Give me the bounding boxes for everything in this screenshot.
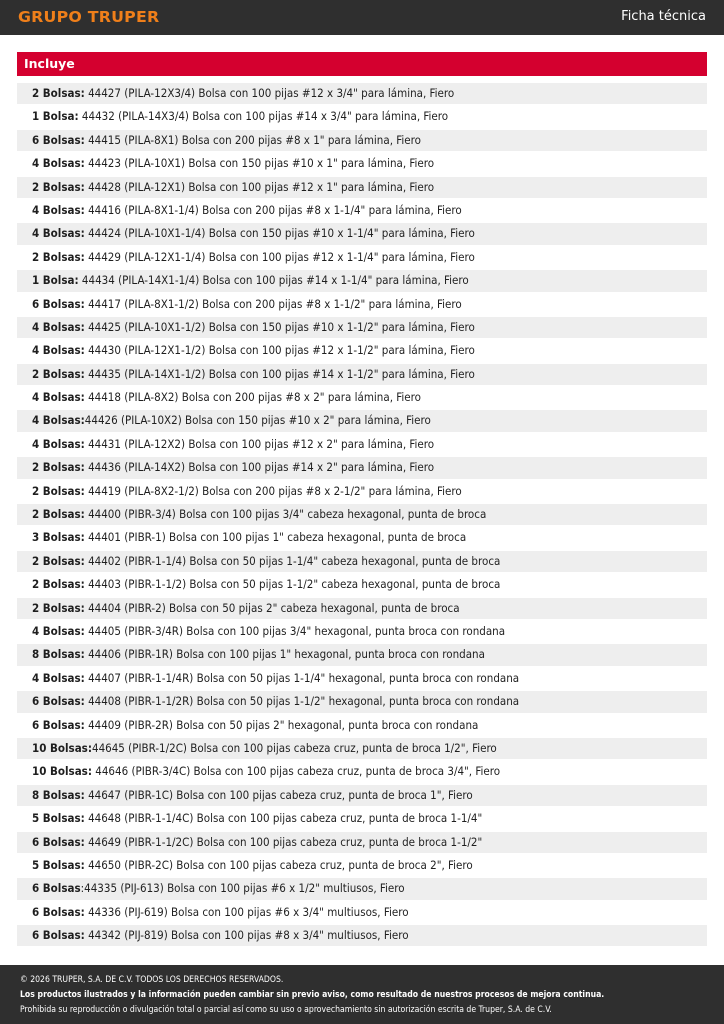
list-item bbox=[17, 364, 707, 385]
list-item bbox=[17, 457, 707, 478]
item-description: 44409 (PIBR-2R) Bolsa con 50 pijas 2" hexagonal, punta broca con rondana bbox=[84, 717, 479, 732]
list-item bbox=[17, 598, 707, 619]
list-item bbox=[17, 761, 707, 782]
list-item bbox=[17, 574, 707, 595]
item-quantity: 4 Bolsas: bbox=[32, 156, 85, 171]
item-quantity: 6 Bolsas: bbox=[32, 694, 85, 709]
list-item bbox=[17, 785, 707, 806]
item-description: 44649 (PIBR-1-1/2C) Bolsa con 100 pijas cabeza cruz, punta de broca 1-1/2" bbox=[84, 834, 483, 849]
item-quantity: 6 Bolsas: bbox=[32, 928, 85, 943]
list-item bbox=[17, 481, 707, 502]
list-item bbox=[17, 247, 707, 268]
item-quantity: 6 Bolsas: bbox=[32, 834, 85, 849]
item-quantity: 8 Bolsas: bbox=[32, 787, 85, 802]
list-item bbox=[17, 527, 707, 548]
item-description: 44430 (PILA-12X1-1/2) Bolsa con 100 pijas #12 x 1-1/2" para lámina, Fiero bbox=[84, 343, 475, 358]
includes-list bbox=[17, 83, 707, 948]
item-quantity: 6 Bolsas: bbox=[32, 296, 85, 311]
item-quantity: 4 Bolsas: bbox=[32, 202, 85, 217]
list-item bbox=[17, 832, 707, 853]
item-description: 44426 (PILA-10X2) Bolsa con 150 pijas #10 x 2" para lámina, Fiero bbox=[84, 413, 431, 428]
list-item bbox=[17, 738, 707, 759]
list-item bbox=[17, 621, 707, 642]
item-description: 44432 (PILA-14X3/4) Bolsa con 100 pijas #14 x 3/4" para lámina, Fiero bbox=[78, 109, 449, 124]
brand-logo: GRUPO TRUPER bbox=[18, 8, 160, 26]
list-item bbox=[17, 715, 707, 736]
item-description: 44647 (PIBR-1C) Bolsa con 100 pijas cabeza cruz, punta de broca 1", Fiero bbox=[84, 787, 473, 802]
item-description: :44335 (PIJ-613) Bolsa con 100 pijas #6 x 1/2" multiusos, Fiero bbox=[80, 881, 405, 896]
item-description: 44401 (PIBR-1) Bolsa con 100 pijas 1" cabeza hexagonal, punta de broca bbox=[84, 530, 467, 545]
list-item bbox=[17, 855, 707, 876]
item-description: 44646 (PIBR-3/4C) Bolsa con 100 pijas cabeza cruz, punta de broca 3/4", Fiero bbox=[91, 764, 501, 779]
item-quantity: 4 Bolsas: bbox=[32, 390, 85, 405]
item-description: 44427 (PILA-12X3/4) Bolsa con 100 pijas #12 x 3/4" para lámina, Fiero bbox=[84, 86, 455, 100]
item-description: 44425 (PILA-10X1-1/2) Bolsa con 150 pijas #10 x 1-1/2" para lámina, Fiero bbox=[84, 319, 475, 334]
item-quantity: 2 Bolsas: bbox=[32, 86, 85, 100]
item-quantity: 6 Bolsas: bbox=[32, 904, 85, 919]
item-description: 44402 (PIBR-1-1/4) Bolsa con 50 pijas 1-1/4" cabeza hexagonal, punta de broca bbox=[84, 553, 501, 568]
item-description: 44429 (PILA-12X1-1/4) Bolsa con 100 pijas #12 x 1-1/4" para lámina, Fiero bbox=[84, 249, 475, 264]
item-description: 44650 (PIBR-2C) Bolsa con 100 pijas cabeza cruz, punta de broca 2", Fiero bbox=[84, 857, 473, 872]
section-header-includes bbox=[17, 52, 707, 76]
item-quantity: 4 Bolsas: bbox=[32, 319, 85, 334]
item-quantity: 2 Bolsas: bbox=[32, 507, 85, 522]
item-quantity: 6 Bolsas: bbox=[32, 717, 85, 732]
top-bar bbox=[0, 0, 724, 35]
item-quantity: 2 Bolsas: bbox=[32, 577, 85, 592]
item-quantity: 8 Bolsas: bbox=[32, 647, 85, 662]
footer-notice: Los productos ilustrados y la información pueden cambiar sin previo aviso, como resultado de nuestros procesos de mejora continua. bbox=[20, 990, 605, 1000]
item-description: 44417 (PILA-8X1-1/2) Bolsa con 200 pijas #8 x 1-1/2" para lámina, Fiero bbox=[84, 296, 462, 311]
item-description: 44406 (PIBR-1R) Bolsa con 100 pijas 1" hexagonal, punta broca con rondana bbox=[84, 647, 485, 662]
section-title: Incluye bbox=[24, 56, 75, 71]
item-description: 44424 (PILA-10X1-1/4) Bolsa con 150 pijas #10 x 1-1/4" para lámina, Fiero bbox=[84, 226, 475, 241]
item-description: 44428 (PILA-12X1) Bolsa con 100 pijas #12 x 1" para lámina, Fiero bbox=[84, 179, 435, 194]
list-item bbox=[17, 925, 707, 946]
item-quantity: 1 Bolsa: bbox=[32, 273, 79, 288]
item-quantity: 4 Bolsas: bbox=[32, 226, 85, 241]
footer-copyright: © 2026 TRUPER, S.A. DE C.V. TODOS LOS DERECHOS RESERVADOS. bbox=[20, 975, 284, 985]
item-description: 44342 (PIJ-819) Bolsa con 100 pijas #8 x 3/4" multiusos, Fiero bbox=[84, 928, 409, 943]
item-description: 44415 (PILA-8X1) Bolsa con 200 pijas #8 x 1" para lámina, Fiero bbox=[84, 132, 421, 147]
item-description: 44400 (PIBR-3/4) Bolsa con 100 pijas 3/4" cabeza hexagonal, punta de broca bbox=[84, 507, 487, 522]
list-item bbox=[17, 106, 707, 127]
item-quantity: 2 Bolsas: bbox=[32, 366, 85, 381]
item-quantity: 5 Bolsas: bbox=[32, 811, 85, 826]
item-quantity: 4 Bolsas: bbox=[32, 436, 85, 451]
item-description: 44431 (PILA-12X2) Bolsa con 100 pijas #12 x 2" para lámina, Fiero bbox=[84, 436, 435, 451]
item-description: 44648 (PIBR-1-1/4C) Bolsa con 100 pijas cabeza cruz, punta de broca 1-1/4" bbox=[84, 811, 483, 826]
list-item bbox=[17, 551, 707, 572]
item-description: 44336 (PIJ-619) Bolsa con 100 pijas #6 x 3/4" multiusos, Fiero bbox=[84, 904, 409, 919]
item-description: 44419 (PILA-8X2-1/2) Bolsa con 200 pijas #8 x 2-1/2" para lámina, Fiero bbox=[84, 483, 462, 498]
item-quantity: 2 Bolsas: bbox=[32, 179, 85, 194]
item-quantity: 5 Bolsas: bbox=[32, 857, 85, 872]
item-quantity: 10 Bolsas: bbox=[32, 764, 92, 779]
item-quantity: 4 Bolsas: bbox=[32, 623, 85, 638]
footer-legal: Prohibida su reproducción o divulgación total o parcial así como su uso o aprovechamiento sin autorización escrita de Truper, S.A. de C.V. bbox=[20, 1005, 552, 1015]
item-quantity: 2 Bolsas: bbox=[32, 483, 85, 498]
footer bbox=[0, 965, 724, 1024]
item-quantity: 2 Bolsas: bbox=[32, 249, 85, 264]
item-description: 44434 (PILA-14X1-1/4) Bolsa con 100 pijas #14 x 1-1/4" para lámina, Fiero bbox=[78, 273, 469, 288]
list-item bbox=[17, 223, 707, 244]
item-quantity: 4 Bolsas: bbox=[32, 413, 85, 428]
item-quantity: 2 Bolsas: bbox=[32, 600, 85, 615]
list-item bbox=[17, 878, 707, 899]
item-description: 44407 (PIBR-1-1/4R) Bolsa con 50 pijas 1-1/4" hexagonal, punta broca con rondana bbox=[84, 670, 520, 685]
item-description: 44408 (PIBR-1-1/2R) Bolsa con 50 pijas 1-1/2" hexagonal, punta broca con rondana bbox=[84, 694, 520, 709]
list-item bbox=[17, 340, 707, 361]
item-description: 44416 (PILA-8X1-1/4) Bolsa con 200 pijas #8 x 1-1/4" para lámina, Fiero bbox=[84, 202, 462, 217]
item-quantity: 6 Bolsas: bbox=[32, 132, 85, 147]
item-description: 44436 (PILA-14X2) Bolsa con 100 pijas #14 x 2" para lámina, Fiero bbox=[84, 460, 435, 475]
list-item bbox=[17, 294, 707, 315]
list-item bbox=[17, 902, 707, 923]
item-description: 44423 (PILA-10X1) Bolsa con 150 pijas #10 x 1" para lámina, Fiero bbox=[84, 156, 435, 171]
item-quantity: 6 Bolsas bbox=[32, 881, 81, 896]
list-item bbox=[17, 504, 707, 525]
list-item bbox=[17, 434, 707, 455]
item-quantity: 2 Bolsas: bbox=[32, 553, 85, 568]
item-description: 44404 (PIBR-2) Bolsa con 50 pijas 2" cabeza hexagonal, punta de broca bbox=[84, 600, 460, 615]
item-description: 44403 (PIBR-1-1/2) Bolsa con 50 pijas 1-1/2" cabeza hexagonal, punta de broca bbox=[84, 577, 501, 592]
list-item bbox=[17, 200, 707, 221]
list-item bbox=[17, 387, 707, 408]
item-quantity: 3 Bolsas: bbox=[32, 530, 85, 545]
item-description: 44418 (PILA-8X2) Bolsa con 200 pijas #8 x 2" para lámina, Fiero bbox=[84, 390, 421, 405]
item-quantity: 2 Bolsas: bbox=[32, 460, 85, 475]
list-item bbox=[17, 317, 707, 338]
list-item bbox=[17, 270, 707, 291]
list-item bbox=[17, 668, 707, 689]
list-item bbox=[17, 808, 707, 829]
list-item bbox=[17, 177, 707, 198]
list-item bbox=[17, 153, 707, 174]
list-item bbox=[17, 644, 707, 665]
item-description: 44435 (PILA-14X1-1/2) Bolsa con 100 pijas #14 x 1-1/2" para lámina, Fiero bbox=[84, 366, 475, 381]
list-item bbox=[17, 83, 707, 104]
item-description: 44645 (PIBR-1/2C) Bolsa con 100 pijas cabeza cruz, punta de broca 1/2", Fiero bbox=[91, 740, 497, 755]
list-item bbox=[17, 410, 707, 431]
item-quantity: 4 Bolsas: bbox=[32, 343, 85, 358]
item-quantity: 10 Bolsas: bbox=[32, 740, 92, 755]
item-quantity: 1 Bolsa: bbox=[32, 109, 79, 124]
list-item bbox=[17, 691, 707, 712]
list-item bbox=[17, 130, 707, 151]
item-quantity: 4 Bolsas: bbox=[32, 670, 85, 685]
item-description: 44405 (PIBR-3/4R) Bolsa con 100 pijas 3/4" hexagonal, punta broca con rondana bbox=[84, 623, 506, 638]
document-type-label: Ficha técnica bbox=[621, 9, 706, 24]
